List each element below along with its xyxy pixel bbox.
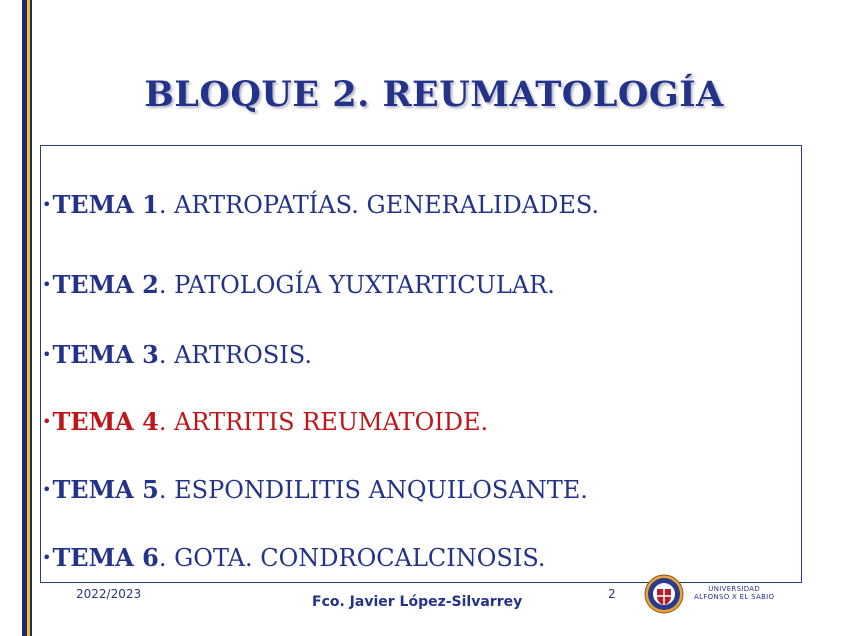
bullet: • <box>42 275 52 294</box>
footer-year: 2022/2023 <box>76 587 142 601</box>
university-name-line2: ALFONSO X EL SABIO <box>694 593 775 601</box>
bullet: • <box>42 548 52 567</box>
topic-text: . GOTA. CONDROCALCINOSIS. <box>158 544 546 572</box>
university-name-line1: UNIVERSIDAD <box>708 585 761 593</box>
topic-item <box>42 340 312 369</box>
university-name <box>694 585 774 601</box>
footer-author: Fco. Javier López-Silvarrey <box>312 594 523 610</box>
bullet: • <box>42 345 52 364</box>
bullet: • <box>42 195 52 214</box>
topic-text: . ARTRITIS REUMATOIDE. <box>158 408 489 436</box>
topic-label: TEMA 3 <box>52 340 159 369</box>
left-stripe-blue-inner <box>30 0 32 636</box>
topic-item-highlighted <box>42 407 488 436</box>
topic-label: TEMA 1 <box>52 190 159 219</box>
bullet: • <box>42 480 52 499</box>
topic-label: TEMA 4 <box>52 407 159 436</box>
topic-item <box>42 190 599 219</box>
university-seal-icon <box>644 574 684 614</box>
topic-text: . ARTROSIS. <box>158 341 312 369</box>
topic-item <box>42 475 588 504</box>
topic-text: . ARTROPATÍAS. GENERALIDADES. <box>158 191 600 219</box>
slide-title: BLOQUE 2. REUMATOLOGÍA <box>144 74 724 115</box>
topic-item <box>42 270 555 299</box>
bullet: • <box>42 412 52 431</box>
topic-text: . PATOLOGÍA YUXTARTICULAR. <box>158 271 555 299</box>
page-number: 2 <box>608 587 616 601</box>
topic-label: TEMA 5 <box>52 475 159 504</box>
topic-label: TEMA 2 <box>52 270 159 299</box>
topic-label: TEMA 6 <box>52 543 159 572</box>
topic-item <box>42 543 546 572</box>
topic-text: . ESPONDILITIS ANQUILOSANTE. <box>158 476 588 504</box>
